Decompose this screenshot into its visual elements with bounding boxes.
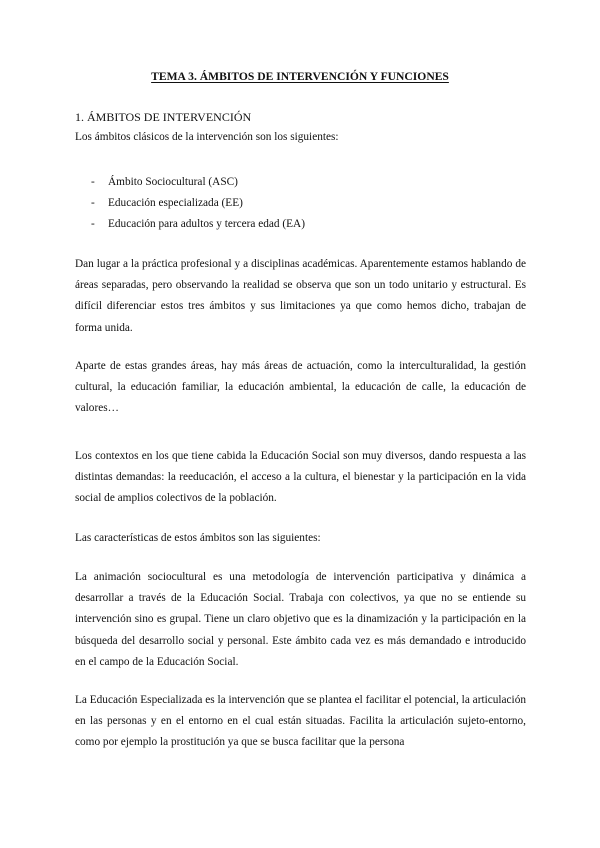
list-marker: - — [91, 197, 95, 209]
section-heading: 1. ÁMBITOS DE INTERVENCIÓN — [75, 110, 252, 124]
paragraph: La Educación Especializada es la intervención que se plantea el facilitar el potencial, la articulación en las personas y en el entorno en el cual están situadas. Facilita la articulación sujeto-entorno, como por ejemplo la prostitución ya que se busca facilitar que la persona — [75, 694, 526, 749]
list-marker: - — [91, 218, 95, 230]
list-item-text: Educación para adultos y tercera edad (EA) — [108, 218, 305, 230]
list-item — [91, 172, 305, 193]
paragraph: Aparte de estas grandes áreas, hay más áreas de actuación, como la interculturalidad, la gestión cultural, la educación familiar, la educación ambiental, la educación de calle, la educación de valores… — [75, 360, 526, 415]
document-title: TEMA 3. ÁMBITOS DE INTERVENCIÓN Y FUNCIONES — [151, 70, 449, 83]
list-item-text: Ámbito Sociocultural (ASC) — [108, 176, 238, 188]
intro-text: Los ámbitos clásicos de la intervención son los siguientes: — [75, 131, 339, 143]
list-item — [91, 214, 305, 235]
list-marker: - — [91, 176, 95, 188]
paragraph: Los contextos en los que tiene cabida la Educación Social son muy diversos, dando respuesta a las distintas demandas: la reeducación, el acceso a la cultura, el bienestar y la participación en la vida social de amplios colectivos de la población. — [75, 450, 526, 505]
paragraph: Las características de estos ámbitos son las siguientes: — [75, 532, 321, 544]
list-item-text: Educación especializada (EE) — [108, 197, 243, 209]
list-item — [91, 193, 305, 214]
areas-list — [91, 172, 305, 235]
paragraph: La animación sociocultural es una metodología de intervención participativa y dinámica a desarrollar a través de la Educación Social. Trabaja con colectivos, ya que no se entiende su intervención sino es grupal. Tiene un claro objetivo que es la dinamización y la participación en la búsqueda del desarrollo social y personal. Este ámbito cada vez es más demandado e introducido en el campo de la Educación Social. — [75, 571, 526, 668]
paragraph: Dan lugar a la práctica profesional y a disciplinas académicas. Aparentemente estamos hablando de áreas separadas, pero observando la realidad se observa que son un todo unitario y estructural. Es difícil diferenciar estos tres ámbitos y sus limitaciones ya que como hemos dicho, trabajan de forma unida. — [75, 258, 526, 334]
